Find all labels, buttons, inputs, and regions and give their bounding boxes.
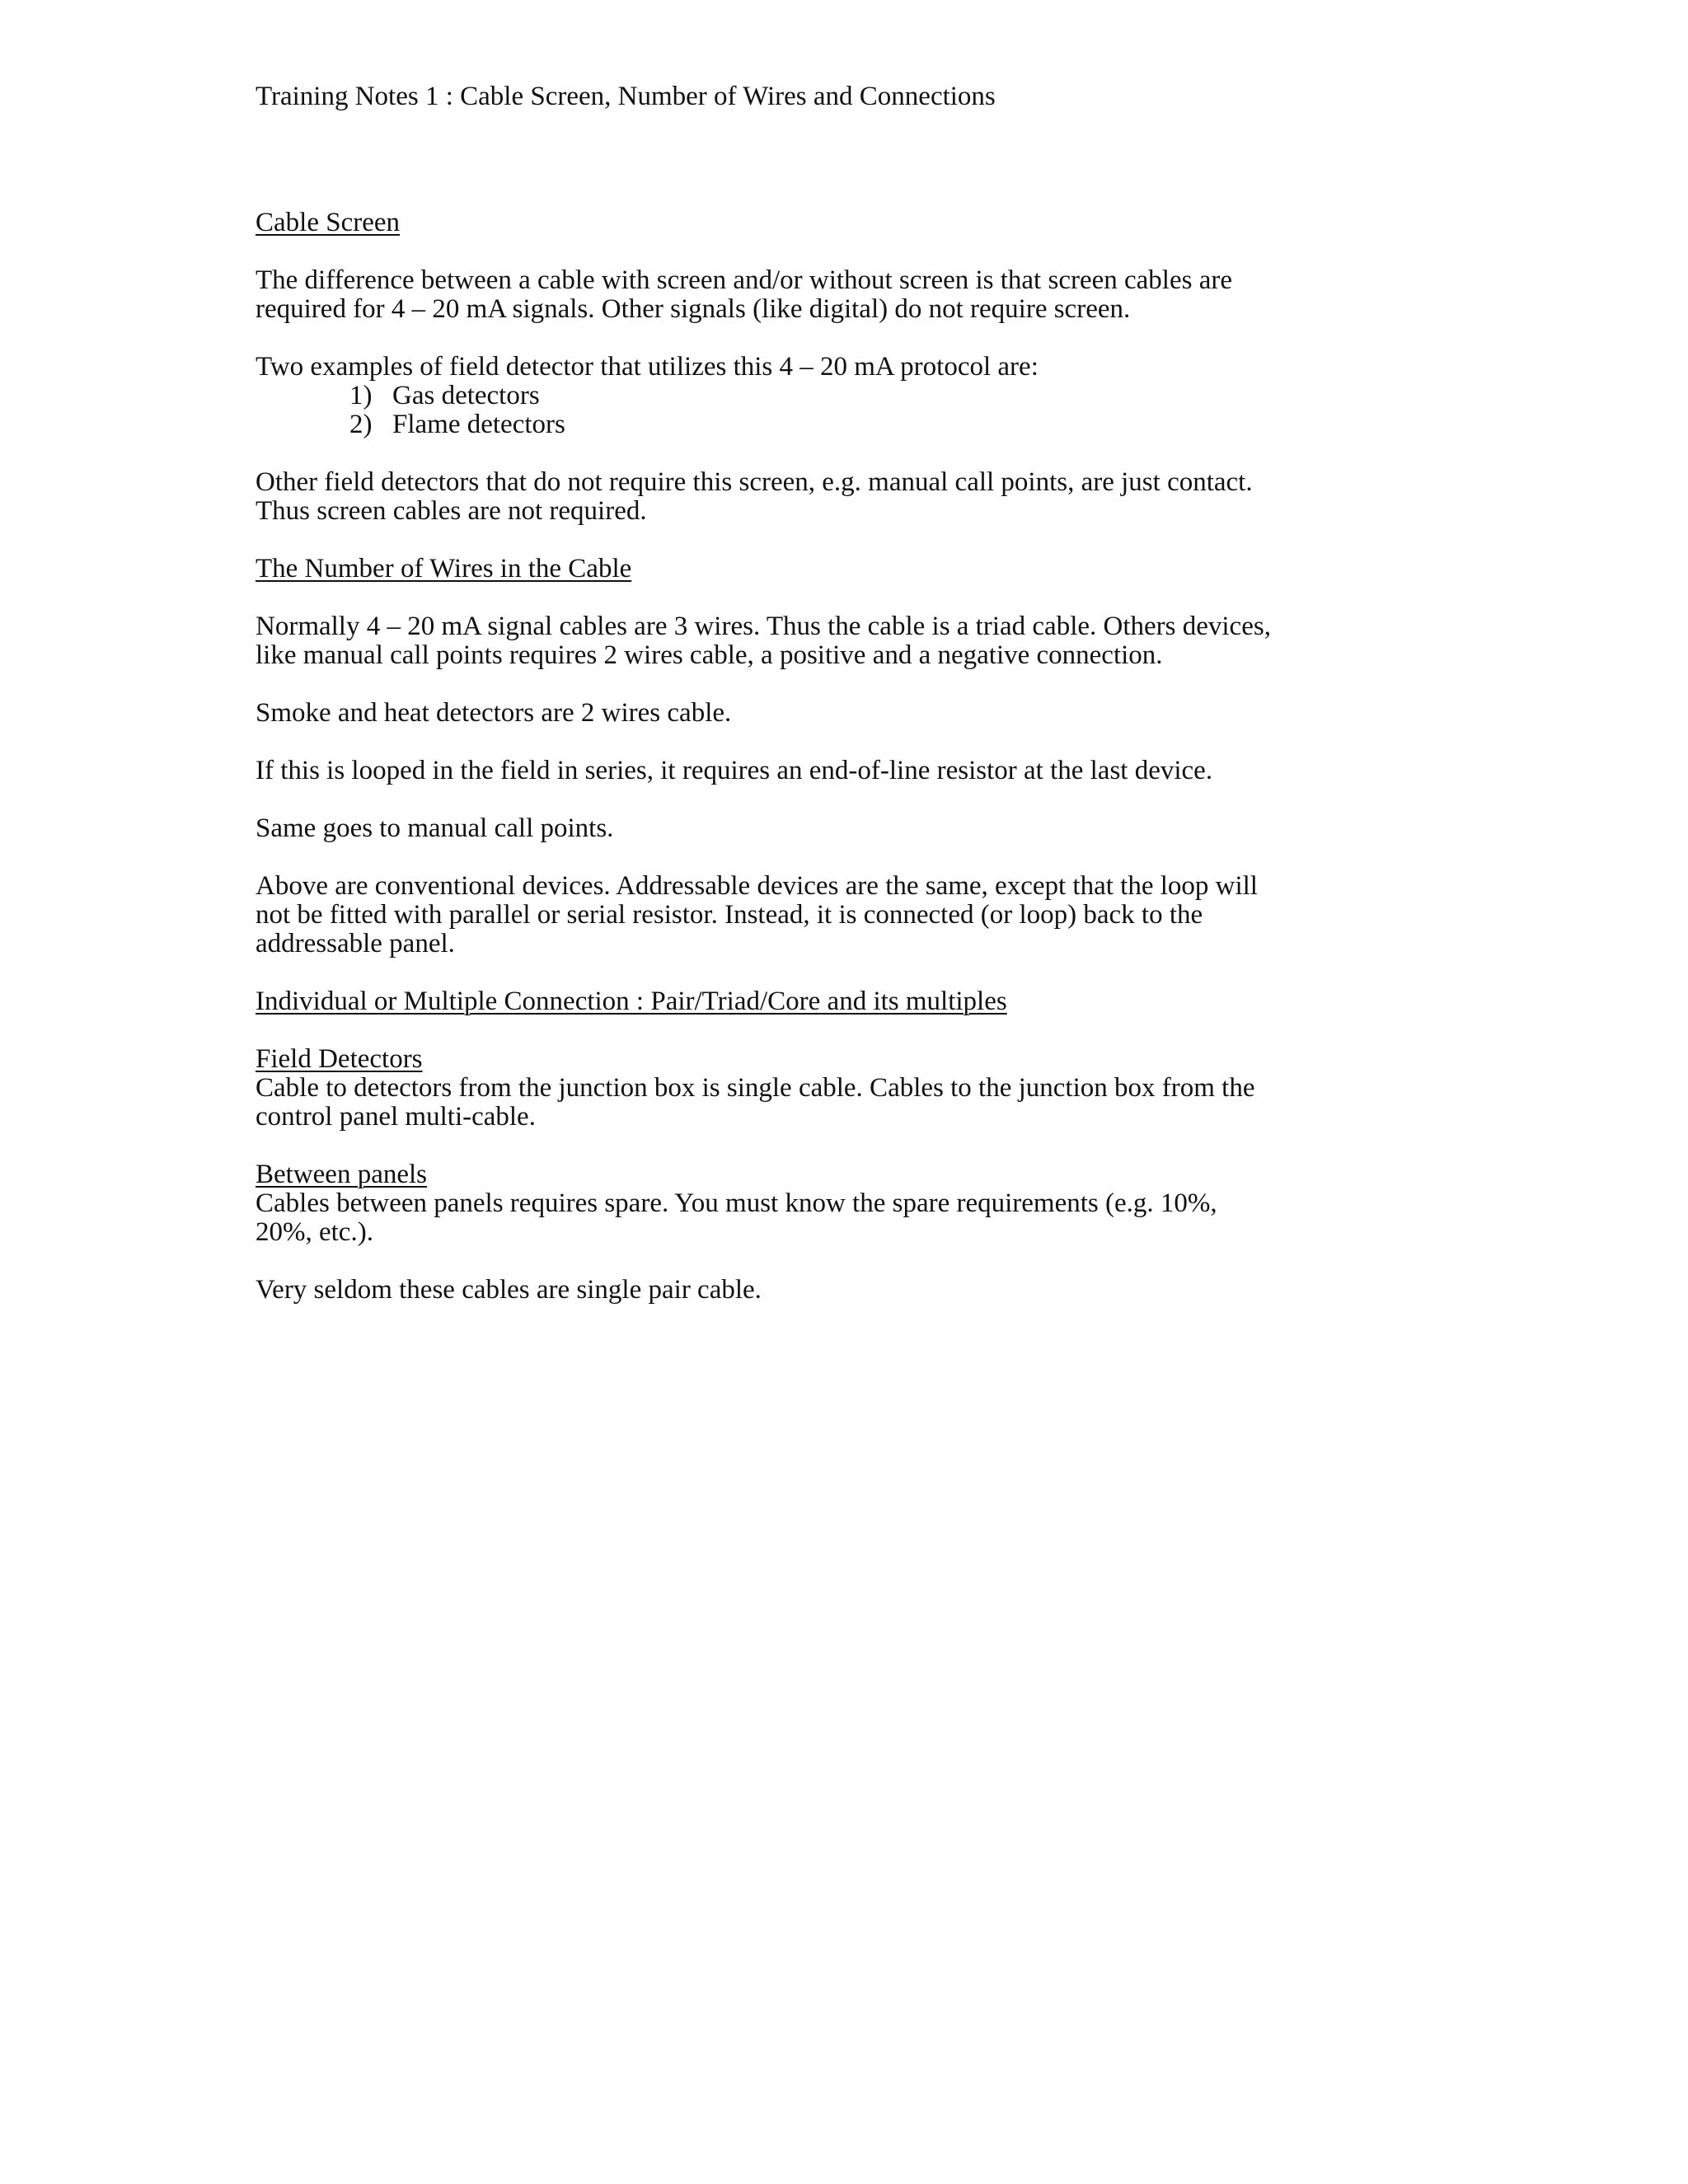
list-item-text: Flame detectors [392, 410, 565, 439]
spacer [256, 1132, 1319, 1160]
spacer [256, 583, 1319, 612]
paragraph: Cables between panels requires spare. You must know the spare requirements (e.g. 10%, 20%, etc.). [256, 1188, 1217, 1247]
spacer [256, 439, 1319, 468]
paragraph: Normally 4 – 20 mA signal cables are 3 wires. Thus the cable is a triad cable. Others devices, like manual call points requires 2 wires cable, a positive and a negative connection. [256, 612, 1271, 670]
document-title: Training Notes 1 : Cable Screen, Number of Wires and Connections [256, 82, 996, 111]
list-item [349, 410, 1319, 439]
list-item [349, 382, 1319, 410]
section-heading-connection: Individual or Multiple Connection : Pair/Triad/Core and its multiples [256, 987, 1007, 1016]
paragraph: Same goes to manual call points. [256, 813, 614, 843]
paragraph: Very seldom these cables are single pair cable. [256, 1275, 762, 1305]
list-item-number: 1) [349, 381, 373, 410]
spacer [256, 1247, 1319, 1276]
paragraph: Other field detectors that do not require this screen, e.g. manual call points, are just contact. Thus screen cables are not required. [256, 467, 1253, 526]
spacer [256, 1016, 1319, 1045]
detector-examples-list [256, 382, 1319, 439]
spacer [256, 526, 1319, 555]
paragraph: Smoke and heat detectors are 2 wires cable. [256, 698, 732, 728]
spacer [256, 670, 1319, 699]
section-heading-number-of-wires: The Number of Wires in the Cable [256, 554, 632, 583]
spacer [256, 237, 1319, 266]
spacer [256, 111, 1319, 209]
subheading-between-panels: Between panels [256, 1160, 428, 1189]
paragraph: If this is looped in the field in series, it requires an end-of-line resistor at the last device. [256, 756, 1213, 785]
spacer [256, 958, 1319, 987]
spacer [256, 785, 1319, 814]
paragraph: The difference between a cable with screen and/or without screen is that screen cables are required for 4 – 20 mA signals. Other signals (like digital) do not require screen. [256, 265, 1232, 324]
list-item-number: 2) [349, 410, 373, 439]
spacer [256, 843, 1319, 872]
subheading-field-detectors: Field Detectors [256, 1044, 423, 1074]
paragraph: Two examples of field detector that utilizes this 4 – 20 mA protocol are: [256, 352, 1039, 382]
spacer [256, 324, 1319, 353]
list-item-text: Gas detectors [392, 381, 540, 410]
section-heading-cable-screen: Cable Screen [256, 208, 401, 237]
spacer [256, 728, 1319, 757]
paragraph: Cable to detectors from the junction box is single cable. Cables to the junction box from the control panel multi-cable. [256, 1073, 1255, 1132]
paragraph: Above are conventional devices. Addressable devices are the same, except that the loop will not be fitted with parallel or serial resistor. Instead, it is connected (or loop) back to the addressable panel. [256, 871, 1258, 958]
document-body [256, 82, 1319, 1305]
